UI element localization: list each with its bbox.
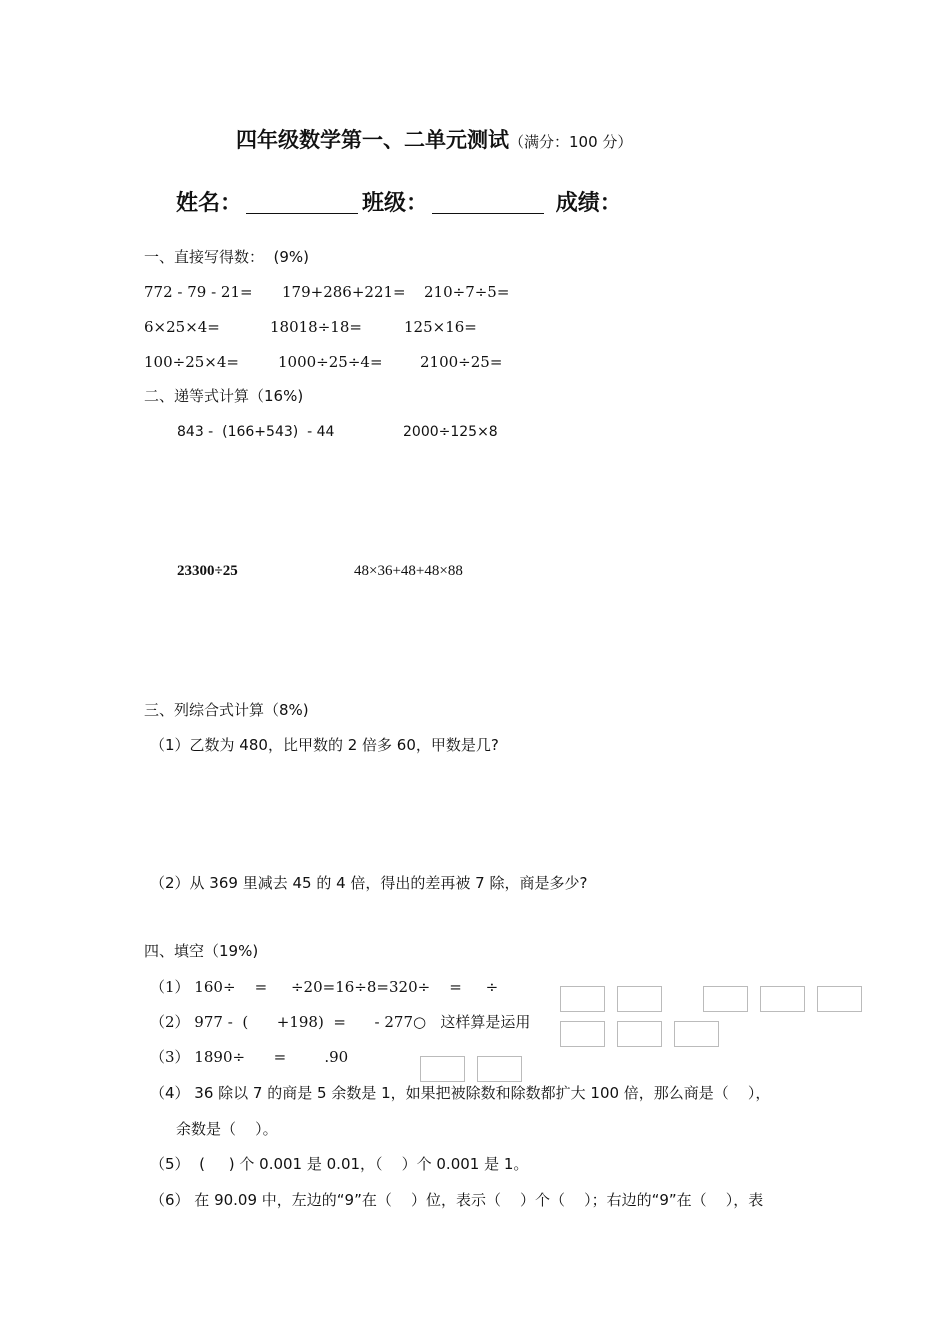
fill-blank-question: （6） 在 90.09 中，左边的“9”在（ ）位，表示（ ）个（ ）；右边的“9”在（ ），表: [150, 1191, 764, 1209]
problem: 2100÷25=: [420, 353, 503, 371]
problem: 1000÷25÷4=: [278, 353, 383, 371]
student-info-line: 姓名： 班级： 成绩：: [176, 191, 622, 216]
answer-box[interactable]: [817, 986, 862, 1012]
answer-box[interactable]: [760, 986, 805, 1012]
fill-blank-question: 余数是（ ）。: [176, 1120, 278, 1138]
fill-blank-question: （3） 1890÷ = .90: [150, 1048, 349, 1066]
answer-box[interactable]: [617, 986, 662, 1012]
problem: 23300÷25: [177, 563, 238, 579]
problem: 2000÷125×8: [403, 424, 498, 440]
answer-box[interactable]: [477, 1056, 522, 1082]
answer-box[interactable]: [703, 986, 748, 1012]
problem: 210÷7÷5=: [424, 283, 510, 301]
word-problem: （1）乙数为 480，比甲数的 2 倍多 60，甲数是几?: [150, 736, 499, 754]
problem: 48×36+48+48×88: [354, 563, 463, 579]
problem: 18018÷18=: [270, 318, 362, 336]
answer-box[interactable]: [674, 1021, 719, 1047]
section3-heading: 三、列综合式计算（8%): [144, 701, 309, 719]
section1-heading: 一、直接写得数： (9%): [144, 248, 310, 266]
problem: 100÷25×4=: [144, 353, 239, 371]
section4-heading: 四、填空（19%): [144, 942, 259, 960]
answer-box[interactable]: [560, 986, 605, 1012]
problem: 125×16=: [404, 318, 477, 336]
problem: 6×25×4=: [144, 318, 220, 336]
problem: 772 - 79 - 21=: [144, 283, 253, 301]
answer-box[interactable]: [560, 1021, 605, 1047]
page-title: 四年级数学第一、二单元测试（满分：100 分）: [236, 128, 633, 152]
class-blank[interactable]: [432, 193, 544, 214]
problem: 179+286+221=: [282, 283, 406, 301]
section2-heading: 二、递等式计算（16%): [144, 387, 304, 405]
word-problem: （2）从 369 里减去 45 的 4 倍，得出的差再被 7 除，商是多少?: [150, 874, 588, 892]
fill-blank-question: （5） ( ) 个 0.001 是 0.01，（ ）个 0.001 是 1。: [150, 1155, 529, 1173]
answer-box[interactable]: [617, 1021, 662, 1047]
fill-blank-question: （1） 160÷ = ÷20=16÷8=320÷ = ÷: [150, 978, 499, 996]
answer-box[interactable]: [420, 1056, 465, 1082]
problem: 843 - (166+543) - 44: [177, 424, 335, 440]
fill-blank-question: （2） 977 - ( +198) = - 277○ 这样算是运用: [150, 1013, 531, 1031]
name-blank[interactable]: [246, 193, 358, 214]
fill-blank-question: （4） 36 除以 7 的商是 5 余数是 1，如果把被除数和除数都扩大 100 倍，那么商是（ ），: [150, 1084, 771, 1102]
